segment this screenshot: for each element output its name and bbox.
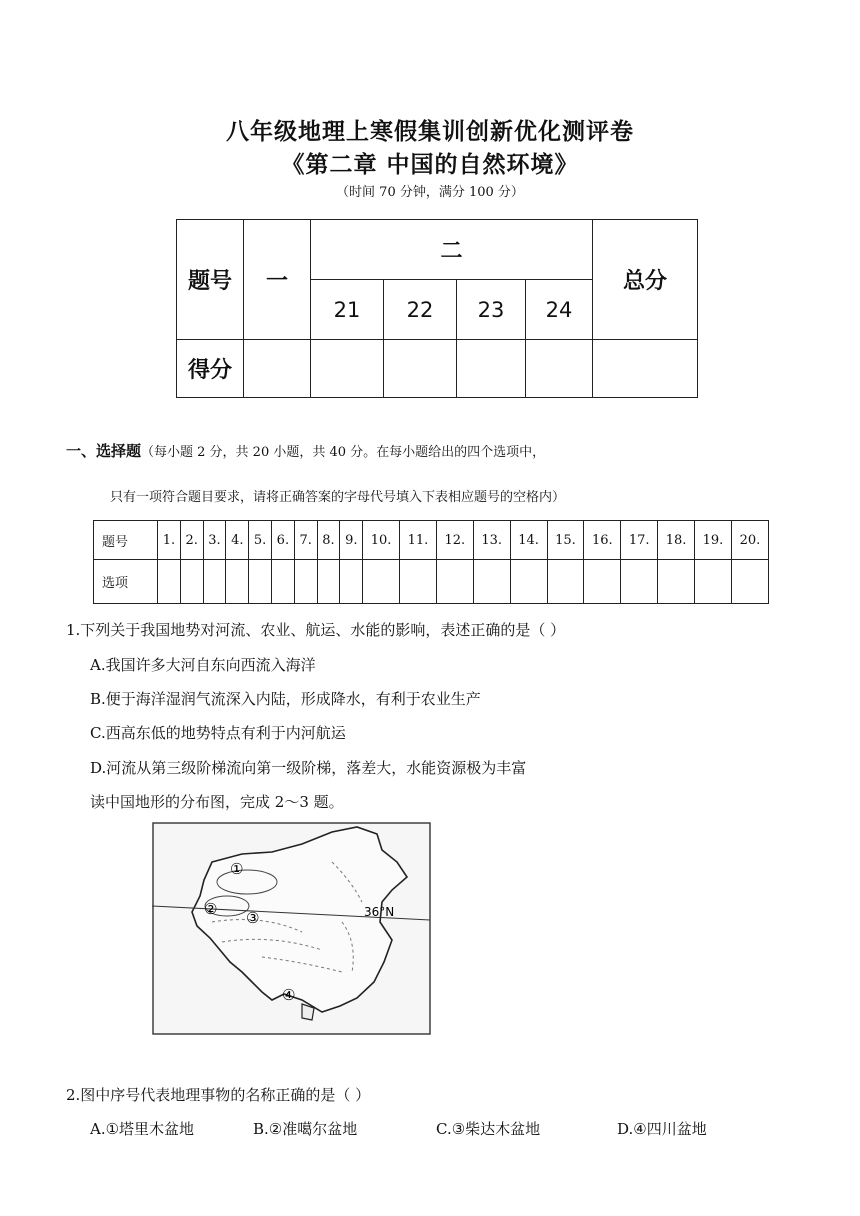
answer-option-cell[interactable] [363,560,400,604]
q1-option-a: A.我国许多大河自东向西流入海洋 [90,656,316,674]
answer-number-cell: 10. [363,521,400,560]
score-subcol: 24 [526,280,593,340]
answer-option-cell[interactable] [547,560,584,604]
score-row2-label: 得分 [177,340,244,398]
q2-option-a: A.①塔里木盆地 [90,1120,195,1138]
q2-option-d: D.④四川盆地 [617,1120,707,1138]
answer-table [93,520,769,604]
answer-option-cell[interactable] [180,560,203,604]
answer-number-cell: 13. [473,521,510,560]
chapter-title: 《第二章 中国的自然环境》 [281,151,579,178]
page-title: 八年级地理上寒假集训创新优化测评卷 [226,118,634,145]
map-label-4: ④ [282,986,296,1004]
score-part-one: 一 [244,220,311,340]
answer-option-cell[interactable] [621,560,658,604]
answer-number-cell: 8. [317,521,340,560]
answer-number-cell: 5. [249,521,272,560]
reading-instruction: 读中国地形的分布图，完成 2～3 题。 [90,793,344,811]
answer-number-cell: 12. [436,521,473,560]
q1-stem: 1.下列关于我国地势对河流、农业、航运、水能的影响，表述正确的是（ ） [66,621,566,639]
map-label-1: ① [230,860,244,878]
score-cell[interactable] [526,340,593,398]
score-subcol: 22 [384,280,457,340]
answer-number-cell: 18. [658,521,695,560]
answer-option-cell[interactable] [584,560,621,604]
answer-option-cell[interactable] [436,560,473,604]
score-cell[interactable] [244,340,311,398]
answer-number-cell: 14. [510,521,547,560]
score-row-label: 题号 [177,220,244,340]
score-cell[interactable] [311,340,384,398]
q1-option-c: C.西高东低的地势特点有利于内河航运 [90,724,346,742]
answer-number-cell: 20. [731,521,768,560]
answer-option-cell[interactable] [731,560,768,604]
answer-number-cell: 2. [180,521,203,560]
answer-option-cell[interactable] [473,560,510,604]
answer-option-cell[interactable] [400,560,437,604]
answer-row2-label: 选项 [94,560,158,604]
score-subcol: 21 [311,280,384,340]
answer-option-cell[interactable] [340,560,363,604]
section-instruction: （每小题 2 分，共 20 小题，共 40 分。在每小题给出的四个选项中， [141,445,546,460]
section-heading: 一、选择题 [66,442,142,460]
map-label-3: ③ [246,909,260,927]
score-total: 总分 [593,220,698,340]
q2-stem: 2.图中序号代表地理事物的名称正确的是（ ） [66,1086,371,1104]
section-heading-line [66,440,545,461]
answer-row-label: 题号 [94,521,158,560]
score-cell[interactable] [457,340,526,398]
answer-option-cell[interactable] [203,560,226,604]
answer-option-cell[interactable] [317,560,340,604]
answer-number-cell: 19. [695,521,732,560]
china-terrain-map [152,822,432,1036]
answer-number-cell: 11. [400,521,437,560]
answer-number-cell: 15. [547,521,584,560]
answer-number-cell: 3. [203,521,226,560]
answer-number-cell: 1. [158,521,181,560]
score-table [176,219,698,398]
answer-number-cell: 17. [621,521,658,560]
answer-number-cell: 6. [271,521,294,560]
answer-option-cell[interactable] [249,560,272,604]
score-part-two: 二 [311,220,593,280]
answer-number-cell: 16. [584,521,621,560]
answer-option-cell[interactable] [658,560,695,604]
answer-option-cell[interactable] [294,560,317,604]
section-instruction-2: 只有一项符合题目要求，请将正确答案的字母代号填入下表相应题号的空格内） [110,490,566,505]
q1-option-b: B.便于海洋湿润气流深入内陆，形成降水，有利于农业生产 [90,690,481,708]
answer-option-cell[interactable] [158,560,181,604]
answer-option-cell[interactable] [510,560,547,604]
score-cell[interactable] [384,340,457,398]
q1-option-d: D.河流从第三级阶梯流向第一级阶梯，落差大，水能资源极为丰富 [90,759,527,777]
time-note: （时间 70 分钟，满分 100 分） [336,185,524,200]
score-cell[interactable] [593,340,698,398]
q2-option-b: B.②准噶尔盆地 [253,1120,358,1138]
answer-number-cell: 4. [226,521,249,560]
map-label-2: ② [204,900,218,918]
answer-option-cell[interactable] [226,560,249,604]
answer-option-cell[interactable] [695,560,732,604]
q2-option-c: C.③柴达木盆地 [436,1120,541,1138]
answer-number-cell: 9. [340,521,363,560]
answer-option-cell[interactable] [271,560,294,604]
answer-number-cell: 7. [294,521,317,560]
score-subcol: 23 [457,280,526,340]
latitude-label: 36°N [364,905,395,919]
